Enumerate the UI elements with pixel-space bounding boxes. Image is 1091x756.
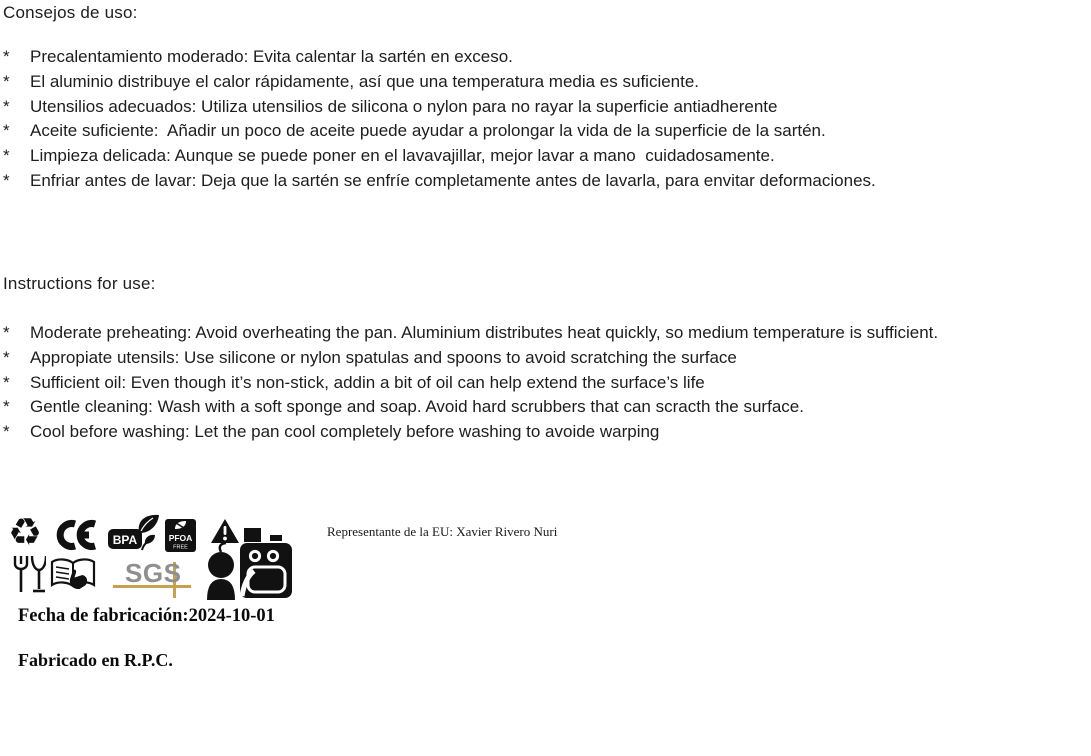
spanish-tips-list: [3, 45, 876, 194]
food-safe-icon: [12, 555, 46, 593]
tip-text: Utensilios adecuados: Utiliza utensilios de silicona o nylon para no rayar la superficie antiadherente: [30, 96, 778, 116]
made-in-line: Fabricado en R.P.C.: [18, 650, 173, 670]
keep-children-away-oven-icon: [204, 516, 294, 600]
spanish-section-title: Consejos de uso:: [3, 3, 138, 22]
sgs-label: SGS: [125, 558, 182, 588]
english-tip-item: [3, 346, 938, 371]
english-section-title: Instructions for use:: [3, 274, 156, 293]
manufacture-date: [18, 606, 275, 627]
recycle-icon: ♻: [8, 512, 43, 554]
bullet-asterisk: *: [3, 170, 10, 190]
manufacture-date-value: 2024-10-01: [188, 606, 275, 626]
english-tip-item: [3, 420, 938, 445]
tip-text: Enfriar antes de lavar: Deja que la sartén se enfríe completamente antes de lavarla, para envitar deformaciones.: [30, 170, 876, 190]
manufacture-date-label: Fecha de fabricación:: [18, 606, 189, 626]
spanish-tip-item: [3, 95, 876, 120]
tip-text: Limpieza delicada: Aunque se puede poner en el lavavajillar, mejor lavar a mano cuidadosamente.: [30, 146, 775, 166]
spanish-tip-item: [3, 45, 876, 70]
pfoa-label: PFOA: [168, 533, 193, 543]
bullet-asterisk: *: [3, 71, 10, 91]
tip-text: Moderate preheating: Avoid overheating the pan. Aluminium distributes heat quickly, so medium temperature is sufficient.: [30, 323, 939, 342]
tip-text: Aceite suficiente: Añadir un poco de aceite puede ayudar a prolongar la vida de la superficie de la sartén.: [30, 121, 826, 141]
bullet-asterisk: *: [3, 146, 10, 166]
pfoa-sub-label: FREE: [173, 544, 188, 551]
bpa-label: BPA: [112, 533, 138, 547]
spanish-tip-item: [3, 144, 876, 169]
tip-text: Cool before washing: Let the pan cool completely before washing to avoide warping: [30, 422, 660, 442]
bullet-asterisk: *: [3, 372, 10, 392]
english-tip-item: [3, 395, 938, 420]
bpa-free-icon: [108, 514, 162, 554]
english-tip-item: [3, 321, 938, 346]
eu-representative-line: Representante de la EU: Xavier Rivero Nuri: [327, 524, 558, 539]
ce-mark-icon: [50, 519, 96, 551]
bullet-asterisk: *: [3, 323, 10, 342]
pfoa-free-icon: [165, 519, 196, 552]
english-tip-item: [3, 371, 938, 396]
english-tips-list: [3, 321, 938, 445]
tip-text: Sufficient oil: Even though it’s non-stick, addin a bit of oil can help extend the surface’s life: [30, 372, 705, 392]
bullet-asterisk: *: [3, 347, 10, 367]
bullet-asterisk: *: [3, 121, 10, 141]
read-instructions-icon: [50, 557, 97, 591]
sgs-logo: [113, 558, 193, 600]
tip-text: Gentle cleaning: Wash with a soft sponge and soap. Avoid hard scrubbers that can scracth the surface.: [30, 397, 804, 417]
bullet-asterisk: *: [3, 422, 10, 442]
spanish-tip-item: [3, 169, 876, 194]
tip-text: Precalentamiento moderado: Evita calentar la sartén en exceso.: [30, 47, 513, 66]
bullet-asterisk: *: [3, 47, 10, 66]
spanish-tip-item: [3, 70, 876, 95]
tip-text: Appropiate utensils: Use silicone or nylon spatulas and spoons to avoid scratching the surface: [30, 347, 737, 367]
certification-icons: [8, 512, 298, 604]
bullet-asterisk: *: [3, 96, 10, 116]
bullet-asterisk: *: [3, 397, 10, 417]
spanish-tip-item: [3, 119, 876, 144]
tip-text: El aluminio distribuye el calor rápidamente, así que una temperatura media es suficiente.: [30, 71, 700, 91]
